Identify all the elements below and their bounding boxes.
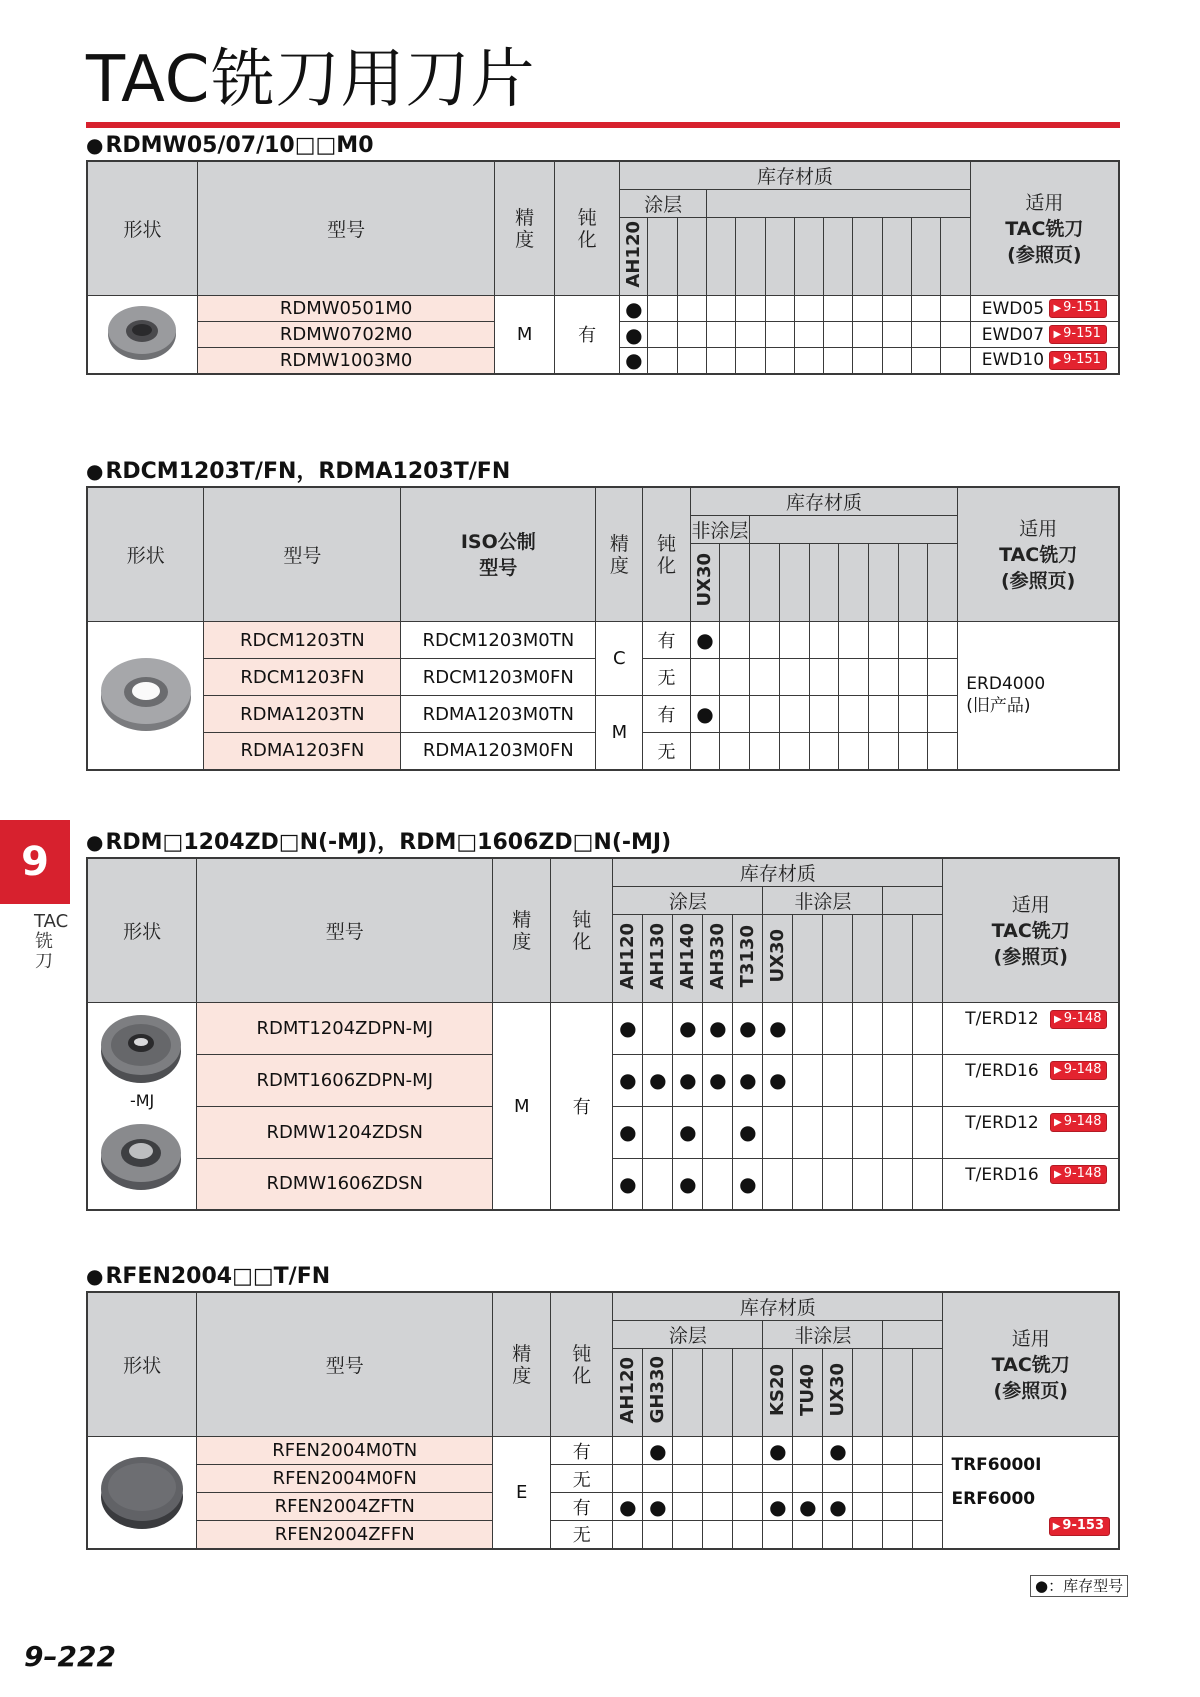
precision-header: 精度 — [493, 858, 551, 1003]
grade-header: GH330 — [643, 1349, 673, 1437]
stock-mark: ● — [673, 1054, 703, 1106]
uncoated-header: 非涂层 — [690, 516, 749, 544]
stock-header: 库存材质 — [620, 161, 970, 190]
apply-value: ERF6000 — [951, 1489, 1036, 1510]
bullet-icon: ● — [86, 830, 104, 854]
honing-value: 有 — [643, 622, 690, 659]
chapter-tab-label: TAC铣刀 — [34, 911, 69, 972]
honing-value: 无 — [551, 1465, 613, 1493]
apply-note: (旧产品) — [966, 696, 1031, 717]
coated-header: 涂层 — [613, 1321, 763, 1349]
stock-mark — [613, 1437, 643, 1465]
honing-header: 钝化 — [551, 858, 613, 1003]
stock-mark — [613, 1465, 643, 1493]
section-4-table — [86, 1291, 1120, 1550]
stock-mark: ● — [620, 348, 648, 374]
table-row-model: RDCM1203FN — [204, 659, 401, 696]
grade-header: AH120 — [613, 915, 643, 1003]
section-1-title — [86, 132, 374, 159]
apply-cell: T/ERD12 ▶ 9-148 — [943, 1003, 1119, 1055]
stock-mark: ● — [673, 1106, 703, 1158]
coated-header: 涂层 — [620, 190, 707, 218]
stock-mark — [763, 1106, 793, 1158]
apply-header: 适用 TAC铣刀 (参照页) — [943, 1292, 1119, 1437]
apply-cell — [943, 1437, 1119, 1549]
stock-mark: ● — [643, 1493, 673, 1521]
table-row-model: RDMW0501M0 — [197, 296, 494, 322]
honing-value: 有 — [551, 1437, 613, 1465]
apply-value: ERD4000 — [966, 674, 1046, 695]
legend: ●：库存型号 — [1030, 1575, 1128, 1597]
stock-mark — [613, 1521, 643, 1549]
arrow-icon: ▶ — [1054, 1117, 1062, 1129]
grade-header: UX30 — [763, 915, 793, 1003]
apply-header: 适用 TAC铣刀 (参照页) — [943, 858, 1119, 1003]
grade-header: AH330 — [703, 915, 733, 1003]
honing-value: 无 — [551, 1521, 613, 1549]
shape-label: -MJ — [129, 1091, 155, 1110]
page-ref-link[interactable]: ▶ 9-148 — [1050, 1113, 1107, 1132]
round-insert-icon — [96, 651, 196, 735]
stock-mark — [763, 1158, 793, 1210]
stock-mark: ● — [763, 1054, 793, 1106]
stock-mark: ● — [733, 1003, 763, 1055]
page-number: 9–222 — [24, 1640, 116, 1673]
honing-value: 无 — [643, 659, 690, 696]
section-4-title-text: RFEN2004□□T/FN — [105, 1264, 331, 1289]
grade-header: UX30 — [690, 544, 720, 622]
precision-header: 精度 — [495, 161, 555, 296]
stock-mark: ● — [690, 696, 720, 733]
model-header: 型号 — [197, 161, 494, 296]
stock-mark: ● — [613, 1054, 643, 1106]
stock-mark: ● — [733, 1106, 763, 1158]
table-row-model: RDCM1203TN — [204, 622, 401, 659]
stock-mark: ● — [733, 1158, 763, 1210]
stock-mark — [703, 1158, 733, 1210]
shape-header: 形状 — [87, 1292, 197, 1437]
stock-mark: ● — [703, 1054, 733, 1106]
section-3-title — [86, 829, 671, 856]
honing-value: 无 — [643, 733, 690, 770]
stock-mark: ● — [823, 1437, 853, 1465]
table-row-model: RFEN2004ZFFN — [197, 1521, 493, 1549]
stock-mark — [823, 1521, 853, 1549]
section-2-title — [86, 458, 510, 485]
grade-header: KS20 — [763, 1349, 793, 1437]
stock-mark — [793, 1437, 823, 1465]
precision-value: E — [493, 1437, 551, 1549]
uncoated-header: 非涂层 — [763, 1321, 883, 1349]
table-row-model: RFEN2004ZFTN — [197, 1493, 493, 1521]
page-ref-link[interactable]: ▶ 9-151 — [1049, 325, 1106, 344]
insert-image — [87, 1437, 197, 1549]
apply-cell: T/ERD16 ▶ 9-148 — [943, 1054, 1119, 1106]
bullet-icon: ● — [86, 1264, 104, 1288]
table-row-model: RDMA1203TN — [204, 696, 401, 733]
honing-header: 钝化 — [551, 1292, 613, 1437]
precision-header: 精度 — [493, 1292, 551, 1437]
honing-value: 有 — [643, 696, 690, 733]
stock-mark: ● — [763, 1437, 793, 1465]
stock-mark — [690, 733, 720, 770]
bullet-icon: ● — [86, 133, 104, 157]
apply-value: TRF6000I — [951, 1455, 1042, 1476]
arrow-icon: ▶ — [1053, 329, 1062, 340]
insert-image — [87, 1003, 197, 1211]
arrow-icon: ▶ — [1053, 303, 1062, 314]
page-ref-link[interactable]: ▶ 9-151 — [1049, 351, 1106, 370]
honing-header: 钝化 — [643, 487, 690, 622]
model-header: 型号 — [197, 858, 493, 1003]
apply-cell: EWD05 ▶ 9-151 — [970, 296, 1119, 322]
stock-mark: ● — [793, 1493, 823, 1521]
stock-mark: ● — [673, 1158, 703, 1210]
arrow-icon: ▶ — [1052, 1520, 1061, 1532]
grade-header: AH140 — [673, 915, 703, 1003]
stock-mark: ● — [673, 1003, 703, 1055]
section-2-title-text: RDCM1203T/FN，RDMA1203T/FN — [105, 459, 511, 484]
table-row-model: RFEN2004M0TN — [197, 1437, 493, 1465]
stock-mark: ● — [763, 1003, 793, 1055]
stock-mark — [763, 1465, 793, 1493]
stock-mark — [690, 659, 720, 696]
stock-mark — [793, 1521, 823, 1549]
stock-header: 库存材质 — [613, 858, 943, 887]
page-ref-link[interactable]: ▶ 9-148 — [1050, 1010, 1107, 1029]
arrow-icon: ▶ — [1054, 1013, 1062, 1025]
grade-header: AH120 — [620, 218, 648, 296]
stock-mark: ● — [643, 1054, 673, 1106]
stock-mark — [643, 1158, 673, 1210]
stock-mark: ● — [620, 296, 648, 322]
stock-mark: ● — [613, 1003, 643, 1055]
page-ref-link[interactable]: ▶ 9-153 — [1049, 1517, 1110, 1536]
shape-header: 形状 — [87, 858, 197, 1003]
apply-cell: EWD10 ▶ 9-151 — [970, 348, 1119, 374]
section-3-title-text: RDM□1204ZD□N(-MJ)，RDM□1606ZD□N(-MJ) — [105, 830, 672, 855]
table-row-model: RDMW0702M0 — [197, 322, 494, 348]
iso-model: RDCM1203M0TN — [401, 622, 596, 659]
section-3-table — [86, 857, 1120, 1211]
page-ref-link[interactable]: ▶ 9-151 — [1049, 299, 1106, 318]
apply-header: 适用 TAC铣刀 (参照页) — [970, 161, 1119, 296]
honing-value: 有 — [554, 296, 619, 374]
mj-insert-icon — [96, 1007, 186, 1087]
stock-mark: ● — [763, 1493, 793, 1521]
iso-header: ISO公制型号 — [401, 487, 596, 622]
honing-value: 有 — [551, 1493, 613, 1521]
chapter-tab[interactable]: 9 — [0, 820, 70, 904]
stock-mark: ● — [823, 1493, 853, 1521]
precision-value: M — [493, 1003, 551, 1211]
stock-mark — [643, 1465, 673, 1493]
shape-header: 形状 — [87, 161, 197, 296]
page-title: TAC铣刀用刀片 — [86, 43, 536, 117]
coated-header: 涂层 — [613, 887, 763, 915]
section-1-table — [86, 160, 1120, 375]
stock-mark — [643, 1521, 673, 1549]
round-insert-icon — [96, 1115, 186, 1193]
apply-header: 适用 TAC铣刀 (参照页) — [958, 487, 1119, 622]
iso-model: RDCM1203M0FN — [401, 659, 596, 696]
table-row-model: RFEN2004M0FN — [197, 1465, 493, 1493]
uncoated-header: 非涂层 — [763, 887, 883, 915]
grade-header: T3130 — [733, 915, 763, 1003]
precision-value: M — [495, 296, 555, 374]
title-rule — [86, 122, 1120, 128]
arrow-icon: ▶ — [1054, 1169, 1062, 1181]
insert-image — [87, 296, 197, 374]
honing-value: 有 — [551, 1003, 613, 1211]
model-header: 型号 — [204, 487, 401, 622]
stock-mark — [793, 1465, 823, 1493]
stock-mark: ● — [690, 622, 720, 659]
bullet-icon: ● — [86, 459, 104, 483]
iso-model: RDMA1203M0FN — [401, 733, 596, 770]
shape-header: 形状 — [87, 487, 204, 622]
page-ref-link[interactable]: ▶ 9-148 — [1050, 1061, 1107, 1080]
iso-model: RDMA1203M0TN — [401, 696, 596, 733]
grade-header: AH120 — [613, 1349, 643, 1437]
section-4-title — [86, 1263, 330, 1290]
model-header: 型号 — [197, 1292, 493, 1437]
grade-header: TU40 — [793, 1349, 823, 1437]
grade-header: AH130 — [643, 915, 673, 1003]
precision-value: C — [596, 622, 643, 696]
table-row-model: RDMT1204ZDPN-MJ — [197, 1003, 493, 1055]
table-row-model: RDMA1203FN — [204, 733, 401, 770]
stock-mark — [763, 1521, 793, 1549]
round-insert-icon — [97, 1447, 187, 1533]
section-1-title-text: RDMW05/07/10□□M0 — [105, 133, 374, 158]
table-row-model: RDMW1003M0 — [197, 348, 494, 374]
precision-value: M — [596, 696, 643, 770]
stock-header: 库存材质 — [613, 1292, 943, 1321]
stock-mark — [643, 1106, 673, 1158]
grade-header: UX30 — [823, 1349, 853, 1437]
stock-mark — [643, 1003, 673, 1055]
arrow-icon: ▶ — [1054, 1065, 1062, 1077]
insert-image — [87, 622, 204, 770]
precision-header: 精度 — [596, 487, 643, 622]
section-2-table — [86, 486, 1120, 771]
table-row-model: RDMT1606ZDPN-MJ — [197, 1054, 493, 1106]
honing-header: 钝化 — [554, 161, 619, 296]
stock-mark — [823, 1465, 853, 1493]
stock-mark: ● — [613, 1493, 643, 1521]
stock-mark: ● — [703, 1003, 733, 1055]
page-ref-link[interactable]: ▶ 9-148 — [1050, 1165, 1107, 1184]
apply-cell — [958, 622, 1119, 770]
stock-mark: ● — [643, 1437, 673, 1465]
stock-mark: ● — [733, 1054, 763, 1106]
apply-cell: EWD07 ▶ 9-151 — [970, 322, 1119, 348]
apply-cell: T/ERD16 ▶ 9-148 — [943, 1158, 1119, 1210]
arrow-icon: ▶ — [1053, 354, 1062, 366]
stock-header: 库存材质 — [690, 487, 958, 516]
stock-mark: ● — [613, 1158, 643, 1210]
stock-mark: ● — [613, 1106, 643, 1158]
apply-cell: T/ERD12 ▶ 9-148 — [943, 1106, 1119, 1158]
table-row-model: RDMW1204ZDSN — [197, 1106, 493, 1158]
table-row-model: RDMW1606ZDSN — [197, 1158, 493, 1210]
stock-mark: ● — [620, 322, 648, 348]
round-insert-icon — [104, 301, 180, 363]
stock-mark — [703, 1106, 733, 1158]
